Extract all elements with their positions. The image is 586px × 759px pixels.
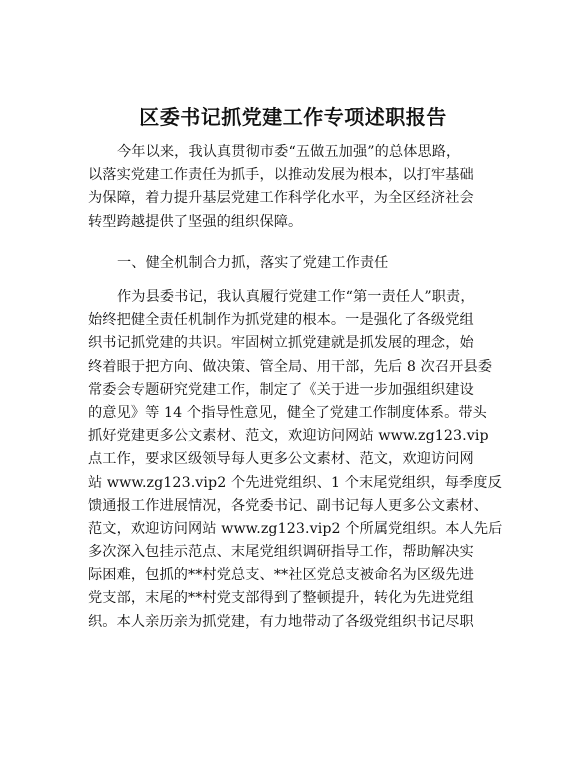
document-title: 区委书记抓党建工作专项述职报告 [139,105,447,129]
section-paragraph [88,286,502,634]
section-heading-text: 一、健全机制合力抓，落实了党建工作责任 [117,255,389,271]
paragraph-line: 始终把健全责任机制作为抓党建的根本。一是强化了各级党组 [88,312,474,329]
paragraph-line: 作为县委书记，我认真履行党建工作“第一责任人”职责， [117,289,475,305]
paragraph-line: 今年以来，我认真贯彻市委“五做五加强”的总体思路， [117,144,461,160]
paragraph-line: 馈通报工作进展情况，各党委书记、副书记每人更多公文素材、 [88,497,489,514]
paragraph-line: 织。本人亲历亲为抓党建，有力地带动了各级党组织书记尽职 [88,613,474,630]
paragraph-line: 多次深入包挂示范点、末尾党组织调研指导工作，帮助解决实 [88,544,474,561]
paragraph-line: 党支部，末尾的**村党支部得到了整顿提升，转化为先进党组 [88,590,474,607]
paragraph-line: 为保障，着力提升基层党建工作科学化水平，为全区经济社会 [88,190,474,207]
paragraph-line: 点工作，要求区级领导每人更多公文素材、范文，欢迎访问网 [88,451,474,468]
paragraph-line: 抓好党建更多公文素材、范文，欢迎访问网站 www.zg123.vip [88,428,489,445]
paragraph-line: 范文，欢迎访问网站 www.zg123.vip2 个所属党组织。本人先后 [88,520,502,537]
intro-paragraph [88,141,502,234]
paragraph-line: 站 www.zg123.vip2 个先进党组织、1 个末尾党组织，每季度反 [88,474,502,491]
paragraph-line: 际困难，包抓的**村党总支、**社区党总支被命名为区级先进 [88,567,474,584]
section-heading [88,252,502,275]
paragraph-line: 织书记抓党建的共识。牢固树立抓党建就是抓发展的理念，始 [88,335,474,352]
paragraph-line: 以落实党建工作责任为抓手，以推动发展为根本，以打牢基础 [88,167,474,184]
paragraph-line: 常委会专题研究党建工作，制定了《关于进一步加强组织建设 [88,381,474,398]
paragraph-line: 的意见》等 14 个指导性意见，健全了党建工作制度体系。带头 [88,404,487,421]
paragraph-line: 终着眼于把方向、做决策、管全局、用干部，先后 8 次召开县委 [88,358,493,375]
paragraph-line: 转型跨越提供了坚强的组织保障。 [88,213,303,230]
